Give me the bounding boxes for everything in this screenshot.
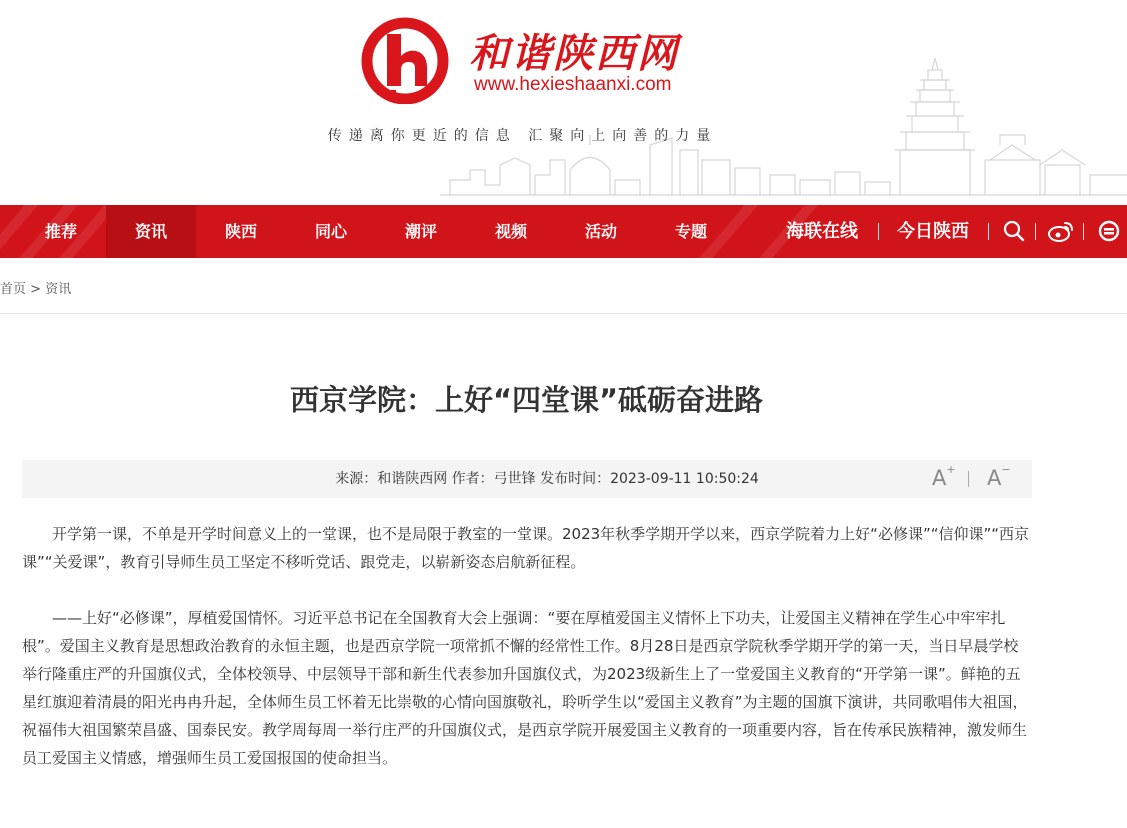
nav-item-news[interactable]: 资讯 xyxy=(106,205,196,258)
nav-item-tongxin[interactable]: 同心 xyxy=(314,222,347,241)
breadcrumb xyxy=(0,278,71,297)
font-size-separator xyxy=(968,471,969,487)
article-paragraph: ——上好“必修课”，厚植爱国情怀。习近平总书记在全国教育大会上强调：“要在厚植爱国主义情怀上下功夫，让爱国主义精神在学生心中牢牢扎根”。爱国主义教育是思想政治教育的永恒主题，也是西京学院一项常抓不懈的经常性工作。8月28日是西京学院秋季学期开学的第一天，当日早晨学校举行隆重庄严的升国旗仪式，全体校领导、中层领导干部和新生代表参加升国旗仪式，为2023级新生上了一堂爱国主义教育的“开学第一课”。鲜艳的五星红旗迎着清晨的阳光冉冉升起，全体师生员工怀着无比崇敬的心情向国旗敬礼，聆听学生以“爱国主义教育”为主题的国旗下演讲，共同歌唱伟大祖国，祝福伟大祖国繁荣昌盛、国泰民安。教学周每周一举行庄严的升国旗仪式，是西京学院开展爱国主义教育的一项重要内容，旨在传承民族精神，激发师生员工爱国主义情感，增强师生员工爱国报国的使命担当。 xyxy=(22,609,1028,767)
nav-link-today-shaanxi[interactable]: 今日陕西 xyxy=(897,221,969,242)
nav-link-hailian-online[interactable]: 海联在线 xyxy=(786,221,858,242)
article-body xyxy=(22,520,1032,800)
site-name: 和谐陕西网 xyxy=(469,30,679,77)
site-url: www.hexieshaanxi.com xyxy=(474,74,672,95)
font-increase-label: A xyxy=(932,466,947,490)
site-header xyxy=(0,0,1127,205)
font-increase-button[interactable]: A+ xyxy=(932,463,956,490)
logo-emblem-icon xyxy=(357,14,467,104)
nav-item-recommend[interactable]: 推荐 xyxy=(44,222,77,241)
nav-separator xyxy=(1083,223,1084,240)
breadcrumb-home-link[interactable]: 首页 xyxy=(0,282,27,297)
nav-item-shaanxi[interactable]: 陕西 xyxy=(224,222,257,241)
nav-item-video[interactable]: 视频 xyxy=(494,222,527,241)
site-slogan: 传递离你更近的信息 汇聚向上向善的力量 xyxy=(327,128,718,144)
article-paragraph: 开学第一课，不单是开学时间意义上的一堂课，也不是局限于教室的一堂课。2023年秋季学期开学以来，西京学院着力上好“必修课”“信仰课”“西京课”“关爱课”，教育引导师生员工坚定不移听党话、跟党走，以崭新姿态启航新征程。 xyxy=(22,525,1030,571)
breadcrumb-current-link[interactable]: 资讯 xyxy=(45,282,72,297)
weibo-icon[interactable] xyxy=(1047,219,1075,243)
font-decrease-label: A xyxy=(987,466,1002,490)
nav-item-topics[interactable]: 专题 xyxy=(674,222,707,241)
breadcrumb-separator: > xyxy=(26,282,46,297)
article-title: 西京学院：上好“四堂课”砥砺奋进路 xyxy=(289,383,764,417)
nav-item-events[interactable]: 活动 xyxy=(584,222,617,241)
search-icon[interactable] xyxy=(1002,219,1026,243)
article-meta-bar xyxy=(22,460,1032,498)
nav-separator xyxy=(1035,223,1036,240)
font-decrease-button[interactable]: A− xyxy=(987,463,1011,490)
toutiao-icon[interactable] xyxy=(1097,219,1121,243)
nav-separator xyxy=(988,223,989,240)
divider xyxy=(0,313,1127,314)
site-logo[interactable] xyxy=(357,14,697,104)
article-meta-info: 来源：和谐陕西网 作者：弓世锋 发布时间：2023-09-11 10:50:24 xyxy=(335,471,759,487)
nav-separator xyxy=(878,223,879,240)
main-nav xyxy=(0,205,1127,258)
nav-item-chaoping[interactable]: 潮评 xyxy=(404,222,437,241)
